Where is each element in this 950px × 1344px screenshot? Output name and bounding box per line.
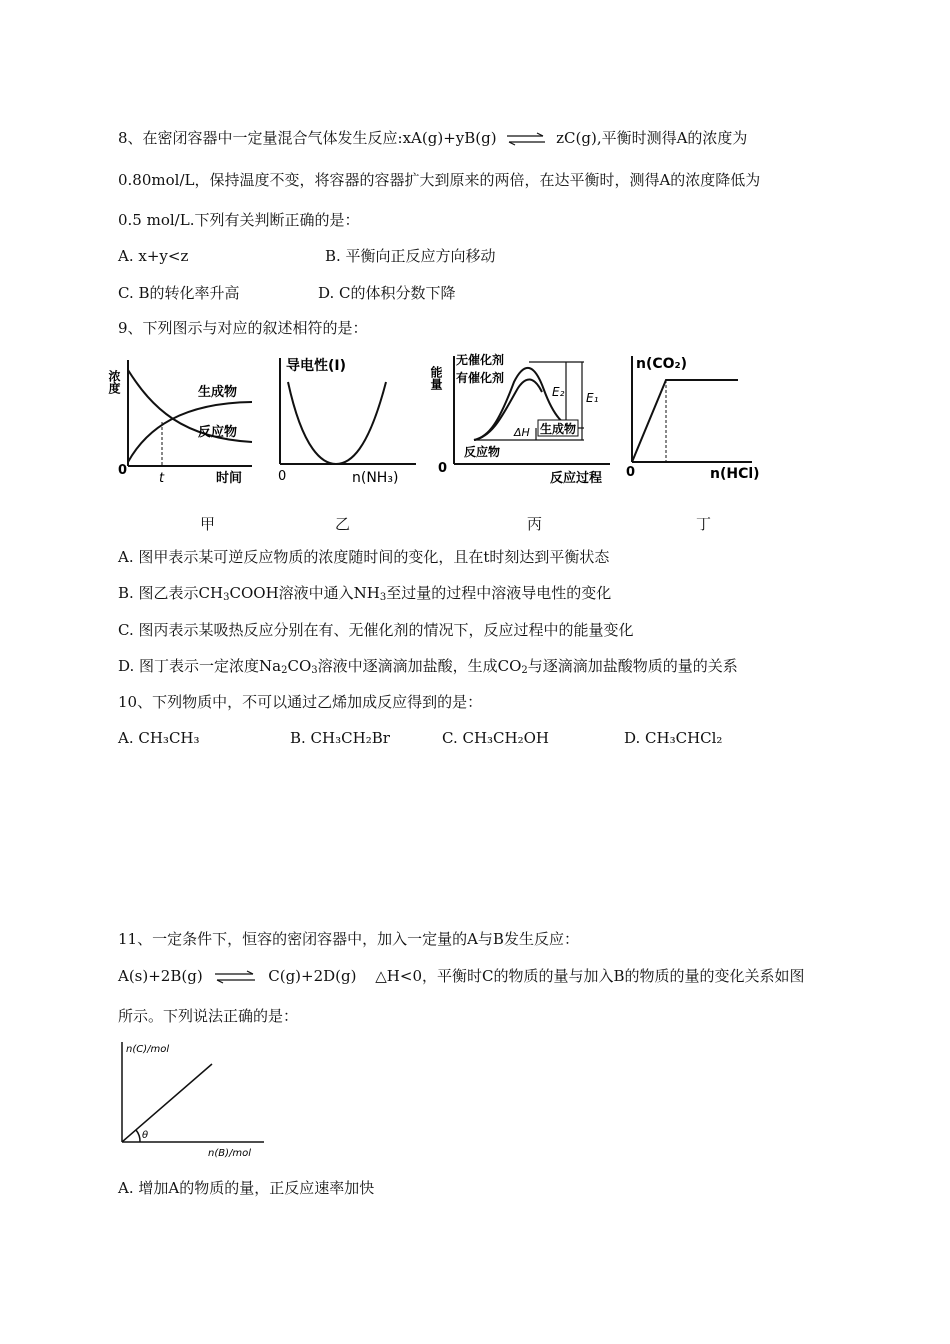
- q10-option-d: D. CH₃CHCl₂: [624, 729, 723, 747]
- equilibrium-arrow-icon: [213, 970, 257, 984]
- caption-ding: 丁: [696, 515, 712, 533]
- equilibrium-arrow-icon: [505, 132, 547, 146]
- bing-no-catalyst: 无催化剂: [456, 353, 505, 367]
- q9-option-d-post: 与逐滴滴加盐酸物质的量的关系: [527, 657, 738, 675]
- caption-bing: 丙: [527, 515, 543, 533]
- jia-t-label: t: [159, 471, 165, 486]
- q10-option-c: C. CH₃CH₂OH: [442, 729, 549, 747]
- q9-option-d-sub1: 2: [281, 665, 288, 676]
- q9-option-c: C. 图丙表示某吸热反应分别在有、无催化剂的情况下，反应过程中的能量变化: [118, 621, 634, 639]
- figure-bing: [429, 352, 614, 488]
- q11-equation: [118, 966, 805, 986]
- figure-jia: [107, 358, 257, 488]
- bing-origin: 0: [438, 461, 448, 476]
- bing-reactant: 反应物: [464, 445, 501, 459]
- q8-option-c: C. B的转化率升高: [118, 284, 240, 302]
- q11-stem: 11、一定条件下，恒容的密闭容器中，加入一定量的A与B发生反应：: [118, 930, 579, 948]
- q9-option-b-sub: 3: [223, 592, 230, 603]
- q9-option-d-sub2: 3: [311, 665, 318, 676]
- q8-line1: [118, 128, 747, 148]
- q11-eq-tail: △H<0，平衡时C的物质的量与加入B的物质的量的变化关系如图: [375, 967, 805, 985]
- q11-graph-ylabel: n(C)/mol: [126, 1044, 170, 1055]
- bing-e2: E₂: [552, 385, 565, 399]
- q8-line3: 0.5 mol/L.下列有关判断正确的是：: [118, 211, 360, 229]
- bing-dh: ΔH: [514, 426, 530, 439]
- q9-option-a: A. 图甲表示某可逆反应物质的浓度随时间的变化，且在t时刻达到平衡状态: [118, 548, 610, 566]
- q11-eq-pre: A(s)+2B(g): [118, 967, 203, 985]
- q9-stem: 9、下列图示与对应的叙述相符的是：: [118, 319, 368, 337]
- q9-option-d: [118, 656, 738, 676]
- q9-option-d-sub3: 2: [521, 665, 528, 676]
- q10-option-a: A. CH₃CH₃: [118, 729, 200, 747]
- ding-origin: 0: [626, 465, 636, 480]
- ding-ylabel: n(CO₂): [636, 356, 688, 372]
- q9-option-b: [118, 583, 611, 603]
- q9-option-b-sub2: 3: [379, 592, 387, 603]
- q11-graph-angle: θ: [142, 1130, 149, 1141]
- q11-eq-post: C(g)+2D(g): [268, 967, 357, 985]
- q8-line1-post: zC(g),平衡时测得A的浓度为: [556, 129, 748, 147]
- jia-xlabel: 时间: [216, 471, 243, 486]
- bing-ylabel: 能量: [429, 366, 443, 390]
- bing-e1: E₁: [586, 391, 599, 405]
- q10-option-b: B. CH₃CH₂Br: [290, 729, 390, 747]
- jia-product-label: 生成物: [198, 385, 238, 400]
- q8-line1-pre: 8、在密闭容器中一定量混合气体发生反应:xA(g)+yB(g): [118, 129, 497, 147]
- jia-origin: 0: [118, 463, 128, 478]
- q9-option-d-mid1: CO: [287, 657, 312, 675]
- yi-xlabel: n(NH₃): [352, 470, 399, 486]
- jia-ylabel: 浓度: [107, 370, 121, 394]
- figure-ding: [620, 352, 760, 488]
- q10-stem: 10、下列物质中，不可以通过乙烯加成反应得到的是：: [118, 693, 483, 711]
- ding-xlabel: n(HCl): [710, 466, 760, 482]
- q11-graph: [112, 1038, 272, 1162]
- q8-option-b: B. 平衡向正反应方向移动: [325, 247, 496, 265]
- figure-yi: [268, 356, 418, 488]
- caption-jia: 甲: [200, 515, 216, 533]
- q11-line3: 所示。下列说法正确的是：: [118, 1007, 299, 1025]
- q11-option-a: A. 增加A的物质的量，正反应速率加快: [118, 1179, 375, 1197]
- q11-graph-xlabel: n(B)/mol: [208, 1148, 252, 1159]
- q9-option-b-pre: B. 图乙表示CH: [118, 584, 224, 602]
- q9-option-d-pre: D. 图丁表示一定浓度Na: [118, 657, 282, 675]
- q9-option-b-mid: COOH溶液中通入NH: [229, 584, 380, 602]
- bing-product: 生成物: [540, 422, 577, 436]
- bing-with-catalyst: 有催化剂: [456, 371, 505, 385]
- q8-option-d: D. C的体积分数下降: [318, 284, 456, 302]
- yi-origin: 0: [278, 469, 287, 484]
- bing-xlabel: 反应过程: [550, 471, 603, 486]
- q9-option-d-mid2: 溶液中逐滴滴加盐酸，生成CO: [317, 657, 522, 675]
- q9-option-b-post: 至过量的过程中溶液导电性的变化: [386, 584, 612, 602]
- jia-reactant-label: 反应物: [198, 425, 238, 440]
- q8-line2: 0.80mol/L，保持温度不变，将容器的容器扩大到原来的两倍，在达平衡时，测得A的浓度降低为: [118, 171, 761, 189]
- yi-ylabel: 导电性(I): [286, 358, 347, 374]
- q8-option-a: A. x+y<z: [118, 247, 189, 265]
- caption-yi: 乙: [335, 515, 351, 533]
